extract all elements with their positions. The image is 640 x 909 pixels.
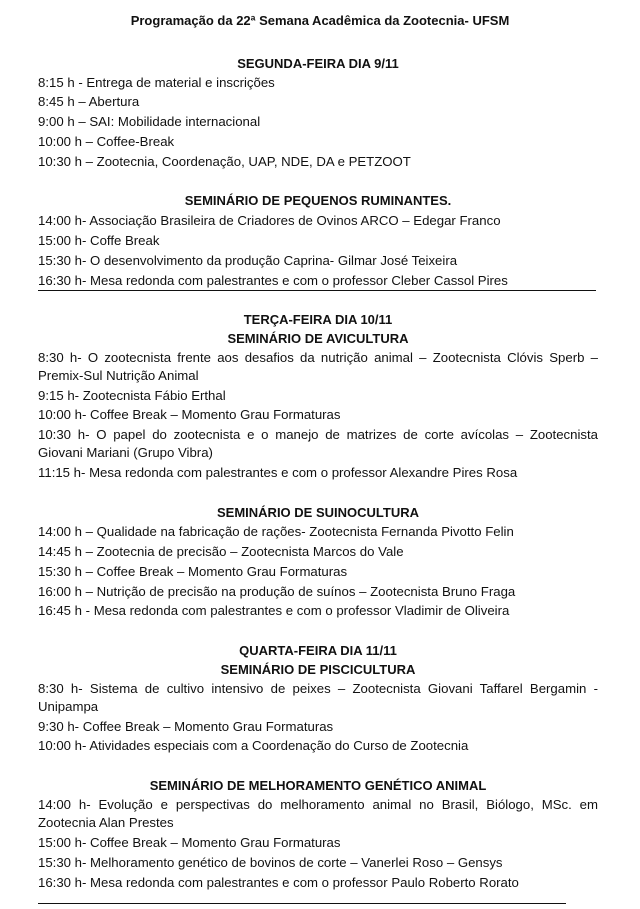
schedule-item: 10:00 h – Coffee-Break <box>38 134 175 149</box>
schedule-item: 8:30 h- Sistema de cultivo intensivo de peixes – Zootecnista Giovani Taffarel Bergamin - Unipampa <box>38 681 598 714</box>
schedule-item: 14:00 h- Evolução e perspectivas do melhoramento animal no Brasil, Biólogo, MSc. em Zootecnia Alan Prestes <box>38 797 598 830</box>
schedule-item: 15:30 h- Melhoramento genético de bovinos de corte – Vanerlei Roso – Gensys <box>38 855 503 870</box>
schedule-item: 14:00 h- Associação Brasileira de Criadores de Ovinos ARCO – Edegar Franco <box>38 213 501 228</box>
schedule-item: 14:00 h – Qualidade na fabricação de rações- Zootecnista Fernanda Pivotto Felin <box>38 524 514 539</box>
wednesday-heading: QUARTA-FEIRA DIA 11/11 <box>239 643 397 658</box>
seminar-heading-avicultura: SEMINÁRIO DE AVICULTURA <box>227 331 409 346</box>
separator-line <box>38 903 566 904</box>
separator-line <box>38 290 596 291</box>
schedule-item: 16:30 h- Mesa redonda com palestrantes e com o professor Paulo Roberto Rorato <box>38 875 519 890</box>
schedule-item: 10:00 h- Atividades especiais com a Coordenação do Curso de Zootecnia <box>38 738 469 753</box>
schedule-item: 16:45 h - Mesa redonda com palestrantes e com o professor Vladimir de Oliveira <box>38 603 510 618</box>
schedule-item: 8:30 h- O zootecnista frente aos desafios da nutrição animal – Zootecnista Clóvis Sperb – Premix-Sul Nutrição Animal <box>38 350 598 383</box>
schedule-item: 15:30 h – Coffee Break – Momento Grau Formaturas <box>38 564 348 579</box>
schedule-item: 11:15 h- Mesa redonda com palestrantes e com o professor Alexandre Pires Rosa <box>38 465 518 480</box>
schedule-item: 16:30 h- Mesa redonda com palestrantes e com o professor Cleber Cassol Pires <box>38 273 508 288</box>
document-title: Programação da 22ª Semana Acadêmica da Zootecnia- UFSM <box>130 13 510 28</box>
seminar-heading-melhoramento-genetico: SEMINÁRIO DE MELHORAMENTO GENÉTICO ANIMAL <box>149 778 487 793</box>
schedule-item: 10:30 h – Zootecnia, Coordenação, UAP, NDE, DA e PETZOOT <box>38 154 411 169</box>
schedule-item: 9:15 h- Zootecnista Fábio Erthal <box>38 388 226 403</box>
seminar-heading-pequenos-ruminantes: SEMINÁRIO DE PEQUENOS RUMINANTES. <box>184 193 452 208</box>
seminar-heading-piscicultura: SEMINÁRIO DE PISCICULTURA <box>220 662 416 677</box>
schedule-item: 10:00 h- Coffee Break – Momento Grau Formaturas <box>38 407 341 422</box>
schedule-item: 15:00 h- Coffe Break <box>38 233 160 248</box>
tuesday-heading: TERÇA-FEIRA DIA 10/11 <box>243 312 393 327</box>
schedule-item: 8:45 h – Abertura <box>38 94 140 109</box>
schedule-item: 15:30 h- O desenvolvimento da produção Caprina- Gilmar José Teixeira <box>38 253 458 268</box>
seminar-heading-suinocultura: SEMINÁRIO DE SUINOCULTURA <box>217 505 419 520</box>
schedule-item: 14:45 h – Zootecnia de precisão – Zootecnista Marcos do Vale <box>38 544 404 559</box>
schedule-item: 8:15 h - Entrega de material e inscrições <box>38 75 275 90</box>
schedule-item: 9:30 h- Coffee Break – Momento Grau Formaturas <box>38 719 334 734</box>
monday-heading: SEGUNDA-FEIRA DIA 9/11 <box>237 56 399 71</box>
schedule-item: 10:30 h- O papel do zootecnista e o manejo de matrizes de corte avícolas – Zootecnista Giovani Mariani (Grupo Vibra) <box>38 427 598 460</box>
schedule-item: 15:00 h- Coffee Break – Momento Grau Formaturas <box>38 835 341 850</box>
schedule-item: 9:00 h – SAI: Mobilidade internacional <box>38 114 261 129</box>
schedule-item: 16:00 h – Nutrição de precisão na produção de suínos – Zootecnista Bruno Fraga <box>38 584 516 599</box>
